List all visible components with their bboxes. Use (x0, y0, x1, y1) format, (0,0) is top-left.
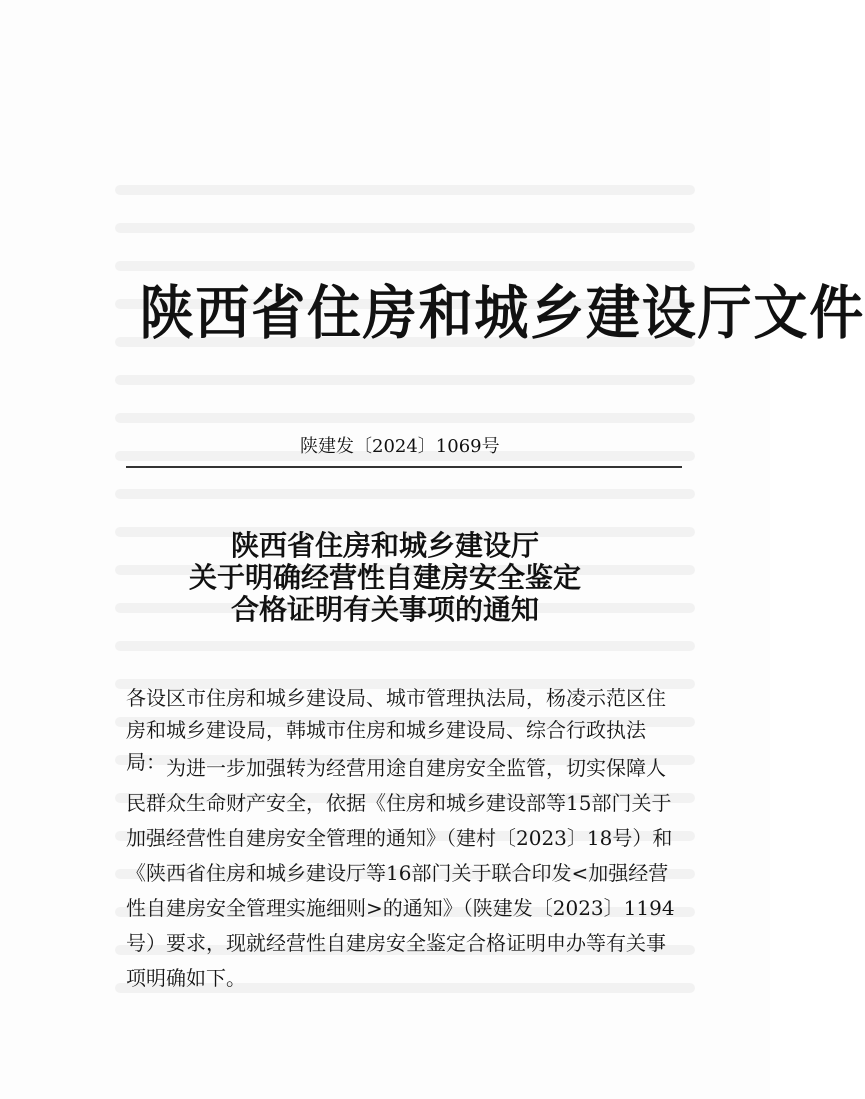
header-title: 陕西省住房和城乡建设厅文件 (139, 279, 865, 347)
notice-title-line: 关于明确经营性自建房安全鉴定 (188, 561, 581, 595)
body-paragraph: 为进一步加强转为经营用途自建房安全监管，切实保障人民群众生命财产安全，依据《住房和城乡建设部等15部门关于加强经营性自建房安全管理的通知》（建村〔2023〕18号）和《陕西省住房和城乡建设厅等16部门关于联合印发<加强经营性自建房安全管理实施细则>的通知》（陕建发〔2023〕1194号）要求，现就经营性自建房安全鉴定合格证明申办等有关事项明确如下。 (126, 756, 675, 990)
recipients-text: 各设区市住房和城乡建设局、城市管理执法局，杨凌示范区住房和城乡建设局，韩城市住房和城乡建设局、综合行政执法局： (126, 686, 666, 774)
notice-title-line: 陕西省住房和城乡建设厅 (230, 529, 539, 562)
notice-title (160, 530, 610, 627)
header-divider (126, 466, 682, 468)
document-number: 陕建发〔2024〕1069号 (300, 436, 500, 457)
notice-title-line: 合格证明有关事项的通知 (230, 593, 539, 627)
